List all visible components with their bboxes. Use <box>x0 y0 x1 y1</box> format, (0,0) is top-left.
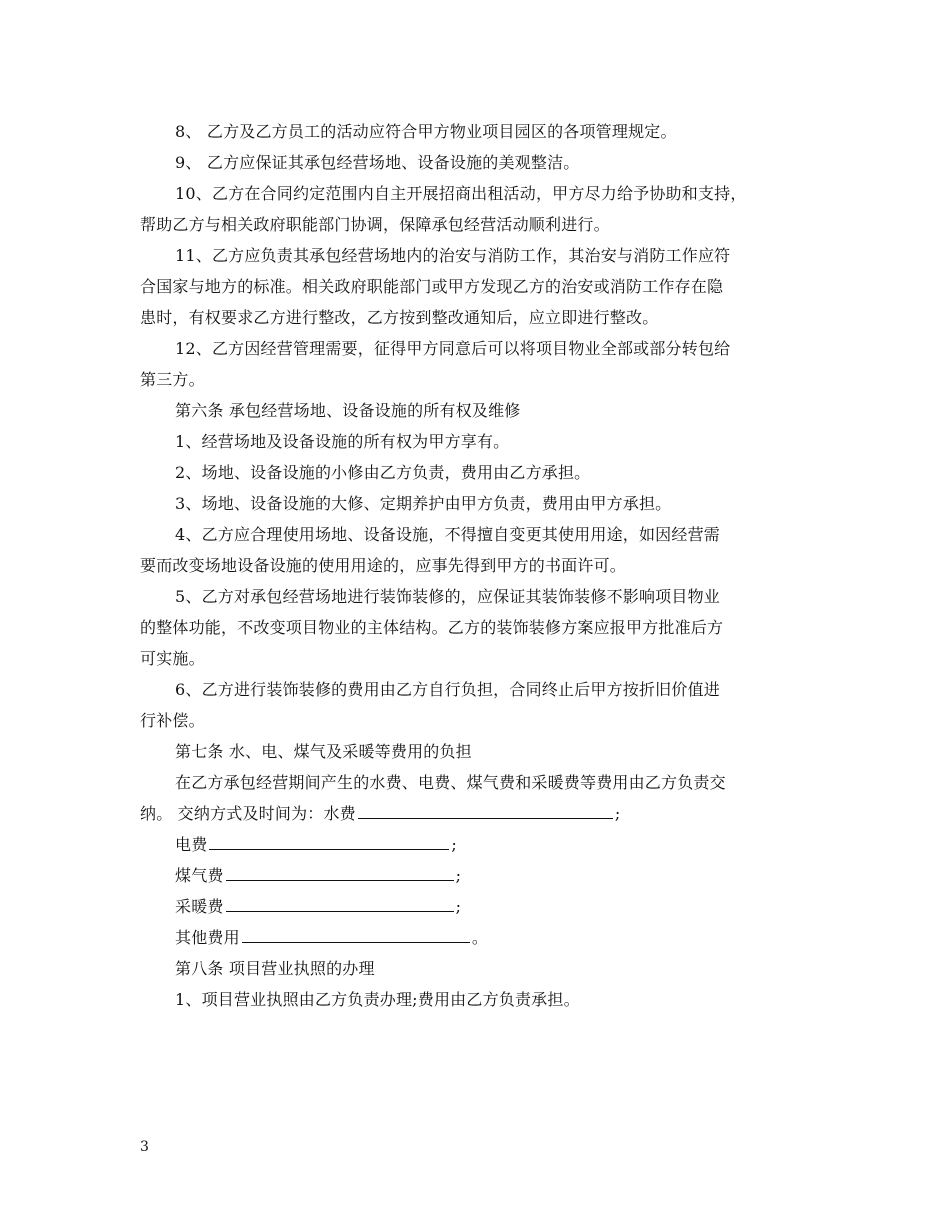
gas-fee-blank <box>226 861 454 881</box>
article-8-heading: 第八条 项目营业执照的办理 <box>175 959 375 978</box>
heating-fee-label: 采暖费 <box>175 897 224 916</box>
electricity-fee-blank <box>209 830 449 850</box>
page-number: 3 <box>140 1139 149 1155</box>
article-7-body-line-2 <box>140 798 830 829</box>
article-6-item-5-line-1: 5、乙方对承包经营场地进行装饰装修的，应保证其装饰装修不影响项目物业 <box>175 587 720 606</box>
article-7-heading: 第七条 水、电、煤气及采暖等费用的负担 <box>175 742 472 761</box>
other-fee-line <box>140 922 830 953</box>
other-fee-terminator: 。 <box>471 928 489 947</box>
gas-fee-line <box>140 860 830 891</box>
heating-fee-terminator: ; <box>455 897 462 916</box>
electricity-fee-terminator: ; <box>451 835 457 854</box>
electricity-fee-label: 电费 <box>175 835 208 854</box>
clause-9: 9、 乙方应保证其承包经营场地、设备设施的美观整洁。 <box>175 153 580 172</box>
heating-fee-blank <box>226 892 454 912</box>
clause-11-line-1: 11、乙方应负责其承包经营场地内的治安与消防工作，其治安与消防工作应符 <box>175 246 731 265</box>
water-fee-terminator: ; <box>614 804 621 823</box>
article-7-body-line-1: 在乙方承包经营期间产生的水费、电费、煤气费和采暖费等费用由乙方负责交 <box>175 773 726 792</box>
article-6-item-4-line-2: 要而改变场地设备设施的使用用途的，应事先得到甲方的书面许可。 <box>140 556 627 575</box>
heating-fee-line <box>140 891 830 922</box>
electricity-fee-line <box>140 829 830 860</box>
article-6-item-4-line-1: 4、乙方应合理使用场地、设备设施，不得擅自变更其使用用途，如因经营需 <box>175 525 720 544</box>
water-fee-blank <box>358 799 613 819</box>
clause-11-line-3: 患时，有权要求乙方进行整改，乙方按到整改通知后，应立即进行整改。 <box>140 308 659 327</box>
clause-10-line-2: 帮助乙方与相关政府职能部门协调，保障承包经营活动顺利进行。 <box>140 215 610 234</box>
clause-12-line-2: 第三方。 <box>140 370 205 389</box>
other-fee-blank <box>242 923 470 943</box>
clause-12-line-1: 12、乙方因经营管理需要，征得甲方同意后可以将项目物业全部或部分转包给 <box>175 339 731 358</box>
water-fee-label: 纳。 交纳方式及时间为：水费 <box>140 804 356 823</box>
article-6-item-2: 2、场地、设备设施的小修由乙方负责，费用由乙方承担。 <box>175 463 591 482</box>
article-6-heading: 第六条 承包经营场地、设备设施的所有权及维修 <box>175 401 521 420</box>
document-body <box>140 116 830 1015</box>
article-6-item-5-line-2: 的整体功能，不改变项目物业的主体结构。乙方的装饰装修方案应报甲方批准后方 <box>140 618 724 637</box>
article-6-item-6-line-1: 6、乙方进行装饰装修的费用由乙方自行负担，合同终止后甲方按折旧价值进 <box>175 680 720 699</box>
article-6-item-3: 3、场地、设备设施的大修、定期养护由甲方负责，费用由甲方承担。 <box>175 494 672 513</box>
article-8-item-1: 1、项目营业执照由乙方负责办理;费用由乙方负责承担。 <box>175 990 580 1009</box>
clause-8: 8、 乙方及乙方员工的活动应符合甲方物业项目园区的各项管理规定。 <box>175 122 677 141</box>
article-6-item-6-line-2: 行补偿。 <box>140 711 205 730</box>
article-6-item-5-line-3: 可实施。 <box>140 649 205 668</box>
gas-fee-label: 煤气费 <box>175 866 224 885</box>
clause-10-line-1: 10、乙方在合同约定范围内自主开展招商出租活动，甲方尽力给予协助和支持， <box>175 184 747 203</box>
other-fee-label: 其他费用 <box>175 928 240 947</box>
gas-fee-terminator: ; <box>455 866 462 885</box>
clause-11-line-2: 合国家与地方的标准。相关政府职能部门或甲方发现乙方的治安或消防工作存在隐 <box>140 277 724 296</box>
article-6-item-1: 1、经营场地及设备设施的所有权为甲方享有。 <box>175 432 510 451</box>
